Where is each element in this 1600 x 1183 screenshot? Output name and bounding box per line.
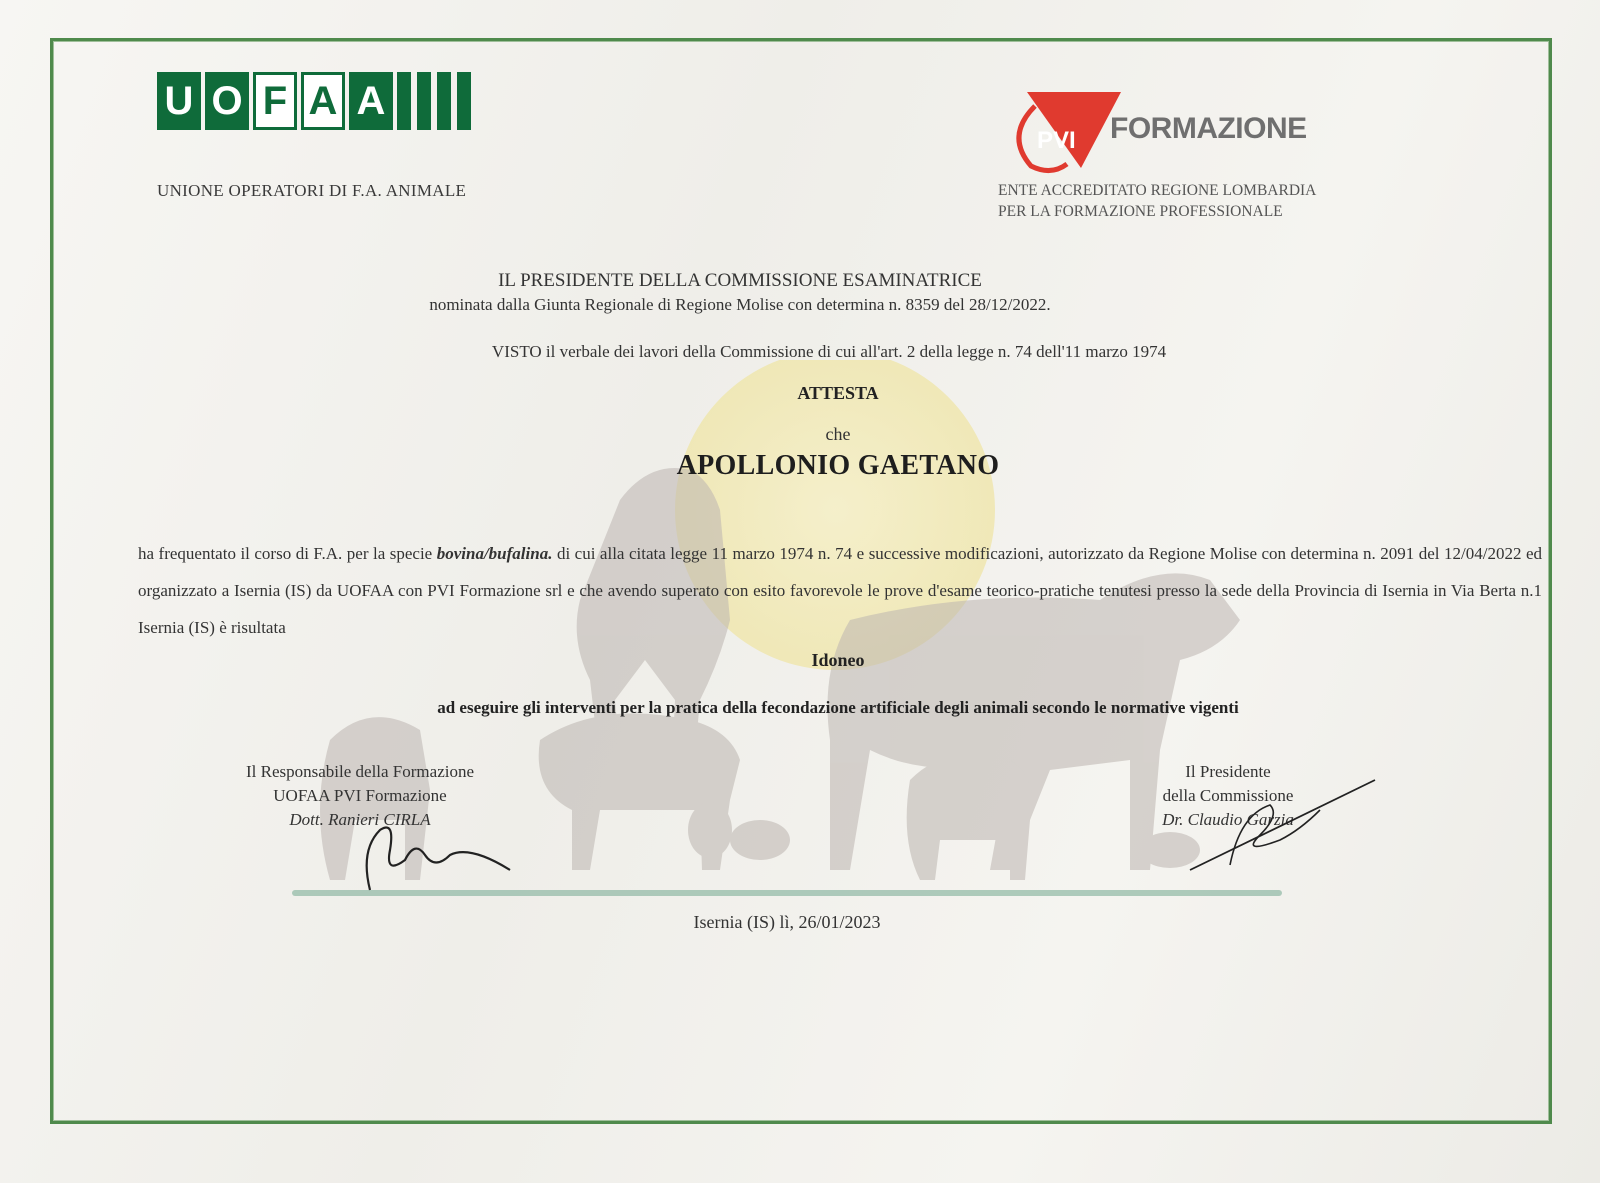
uofaa-letter: A	[349, 72, 393, 130]
sig-right-role: Il Presidente	[1185, 762, 1271, 781]
hen-silhouette	[730, 820, 790, 860]
uofaa-bar	[417, 72, 431, 130]
sig-left-org: UOFAA PVI Formazione	[273, 786, 447, 805]
pvi-wordmark: FORMAZIONE	[1110, 112, 1307, 145]
president-heading: IL PRESIDENTE DELLA COMMISSIONE ESAMINATRICE	[498, 270, 982, 291]
uofaa-logo	[157, 72, 477, 136]
result-idoneo: Idoneo	[811, 650, 865, 670]
place-date: Isernia (IS) lì, 26/01/2023	[693, 912, 881, 932]
uofaa-letter: A	[301, 72, 345, 130]
uofaa-letter: F	[253, 72, 297, 130]
sig-right-name: Dr. Claudio Garzia	[1162, 810, 1294, 829]
uofaa-letter: O	[205, 72, 249, 130]
sheep-silhouette	[907, 753, 1033, 880]
recipient-name: APOLLONIO GAETANO	[676, 450, 1000, 481]
species-text: bovina/bufalina.	[436, 544, 553, 563]
pvi-subtitle-line2: PER LA FORMAZIONE PROFESSIONALE	[998, 203, 1283, 220]
handwritten-signature-right	[1170, 770, 1390, 880]
purpose-line: ad eseguire gli interventi per la pratica della fecondazione artificiale degli animali secondo le normative vigenti	[437, 698, 1239, 717]
che-word: che	[825, 424, 851, 444]
pvi-badge-text: PVI	[1037, 127, 1076, 154]
uofaa-letter: U	[157, 72, 201, 130]
attesta-heading: ATTESTA	[797, 383, 879, 403]
sig-left-name: Dott. Ranieri CIRLA	[289, 810, 431, 829]
handwritten-signature-left	[330, 810, 550, 900]
visto-line: VISTO il verbale dei lavori della Commissione di cui all'art. 2 della legge n. 74 dell'11 marzo 1974	[491, 342, 1167, 361]
body-text-rest: di cui alla citata legge 11 marzo 1974 n. 74 e successive modificazioni, autorizzato da Regione Molise con determina n. 2091 del 12/04/2022 ed organizzato a Isernia (IS) da UOFAA con PVI Formazione srl e che avendo superato con esito favorevole le prove d'esame teorico-pratiche tenutesi presso la sede della Provincia di Isernia in Via Berta n.1 Isernia (IS) è risultata	[138, 544, 1543, 637]
nomination-line: nominata dalla Giunta Regionale di Regione Molise con determina n. 8359 del 28/12/2022.	[429, 295, 1051, 314]
sig-left-role: Il Responsabile della Formazione	[245, 762, 475, 781]
uofaa-subtitle: UNIONE OPERATORI DI F.A. ANIMALE	[157, 181, 467, 200]
certification-body	[138, 535, 1542, 646]
body-text-start: ha frequentato il corso di F.A. per la specie	[138, 544, 433, 563]
goose-silhouette	[688, 802, 732, 858]
uofaa-bar	[437, 72, 451, 130]
pvi-subtitle	[998, 180, 1418, 222]
uofaa-bar	[457, 72, 471, 130]
uofaa-bar	[397, 72, 411, 130]
sig-right-org: della Commissione	[1162, 786, 1294, 805]
pvi-subtitle-line1: ENTE ACCREDITATO REGIONE LOMBARDIA	[998, 182, 1317, 199]
